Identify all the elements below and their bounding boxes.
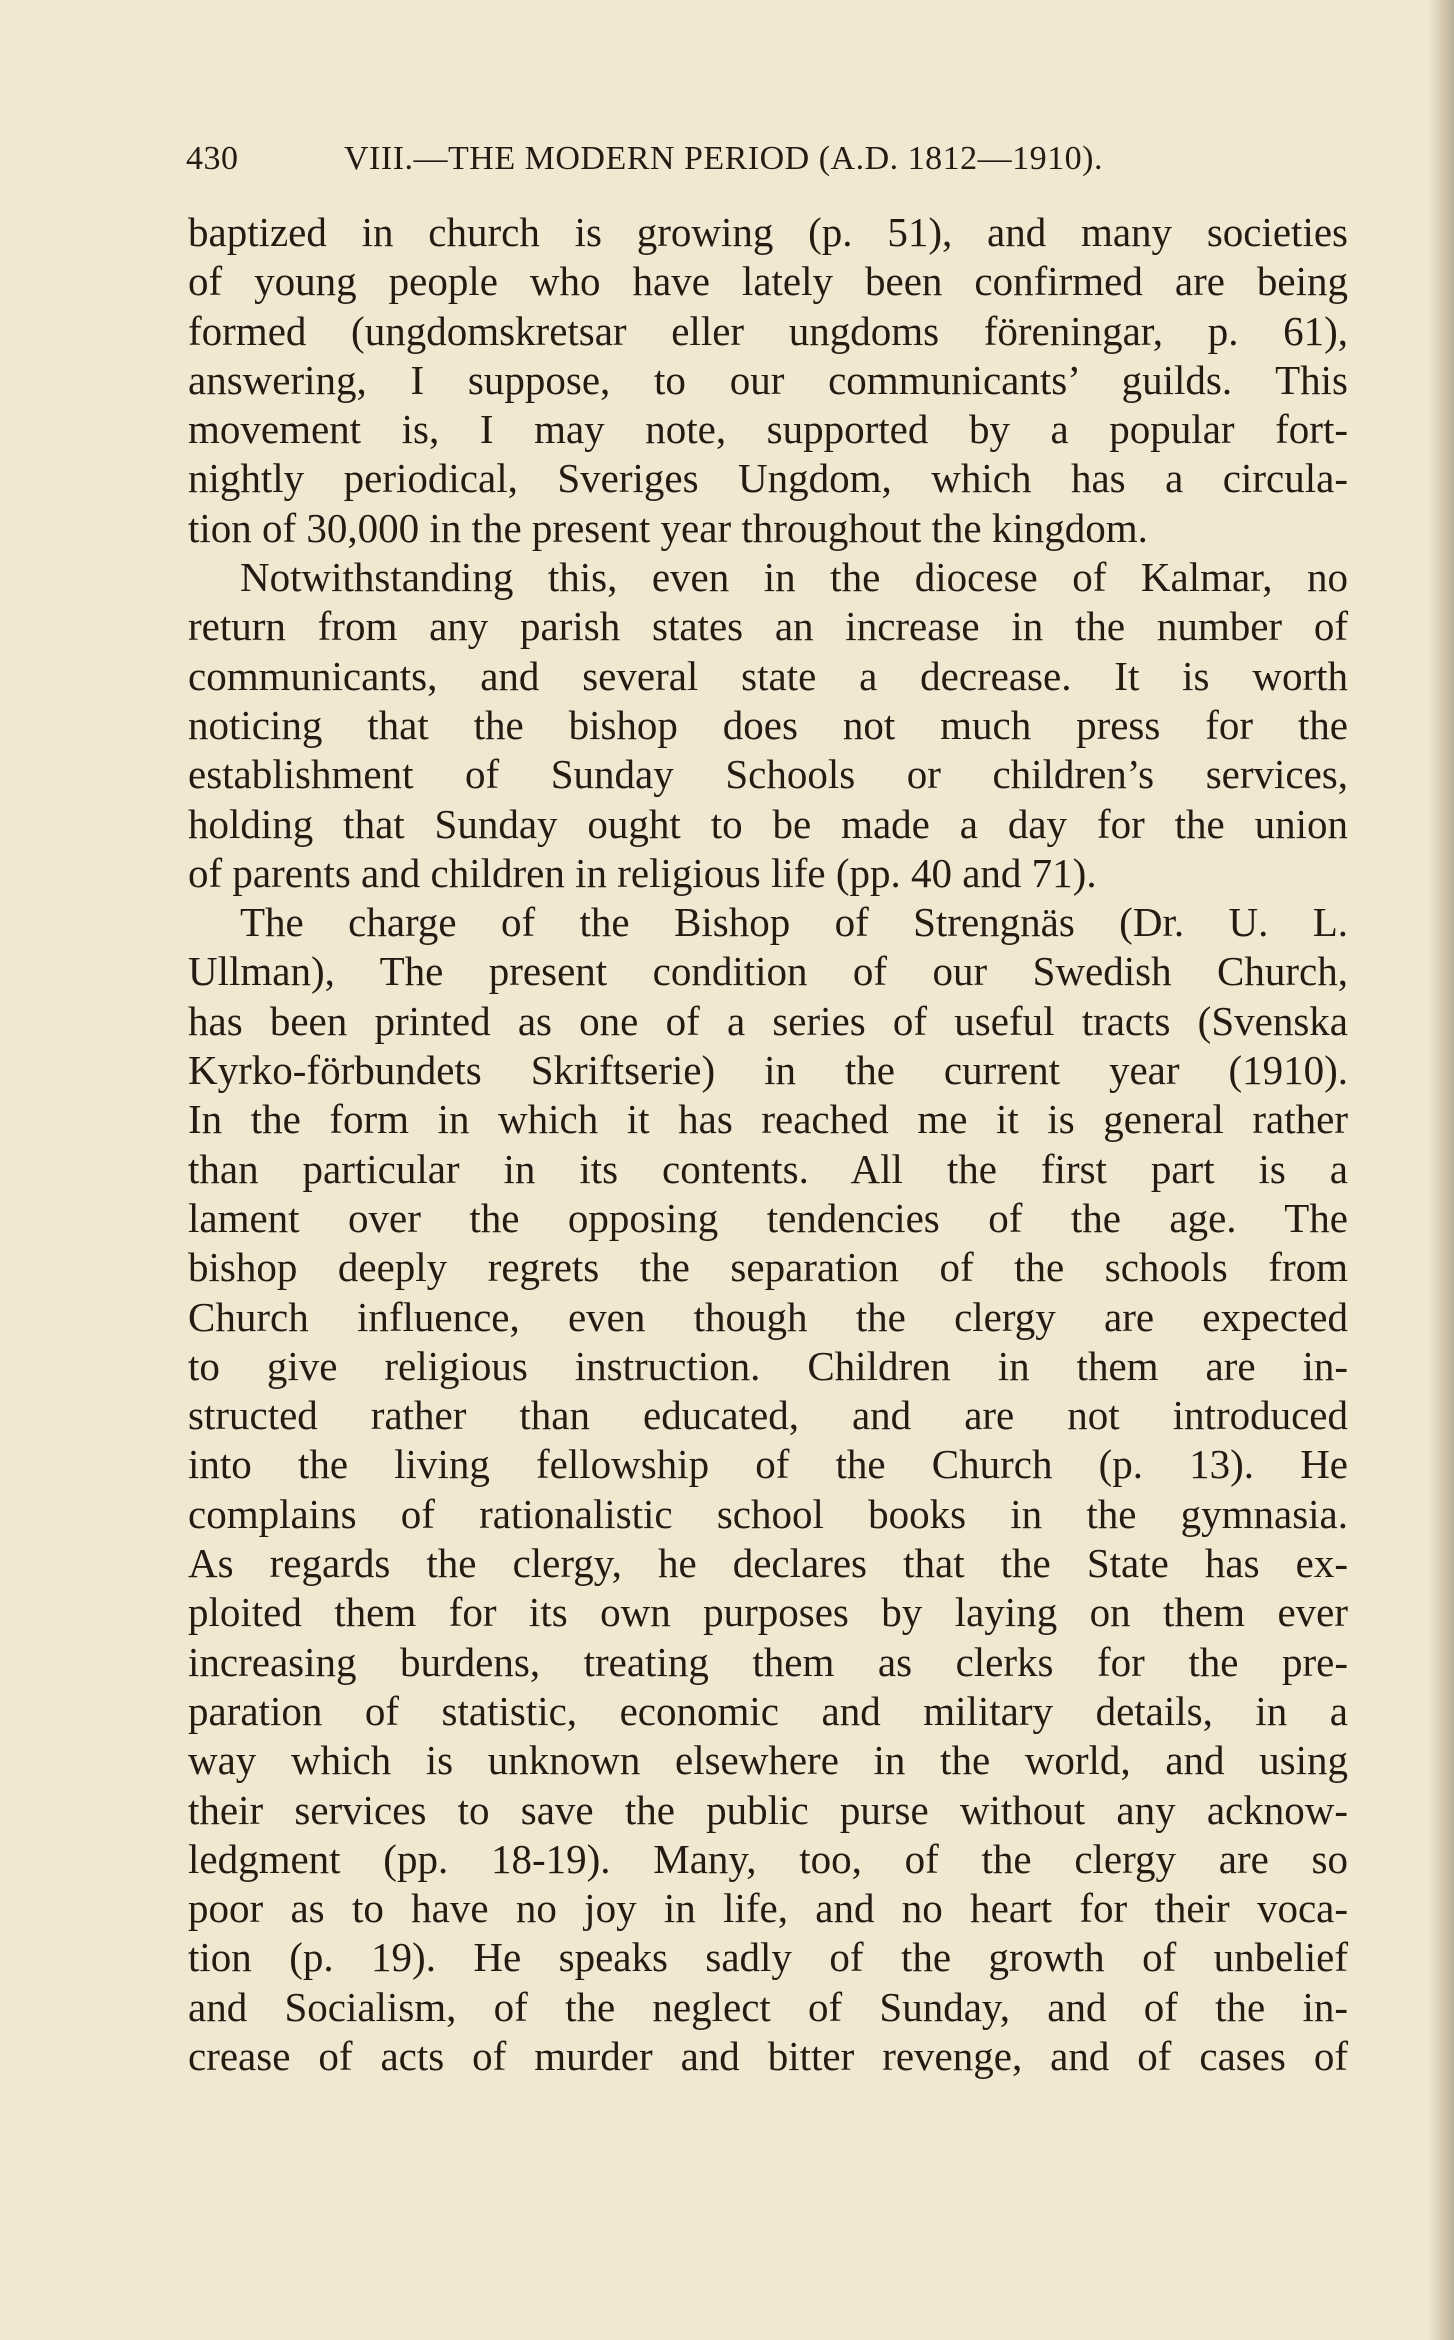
text-line: movement is, I may note, supported by a popular fort- (188, 406, 1348, 453)
text-line: structed rather than educated, and are not introduced (188, 1392, 1348, 1439)
text-line: baptized in church is growing (p. 51), and many societies (188, 209, 1348, 255)
text-line: and Socialism, of the neglect of Sunday, and of the in- (188, 1983, 1348, 2030)
text-line: return from any parish states an increase in the number of (188, 603, 1348, 650)
text-line: establishment of Sunday Schools or children’s services, (188, 751, 1348, 798)
text-line: increasing burdens, treating them as clerks for the pre- (188, 1638, 1348, 1685)
text-line: tion of 30,000 in the present year throughout the kingdom. (188, 504, 1148, 551)
running-head: VIII.—THE MODERN PERIOD (A.D. 1812—1910). (344, 140, 1103, 177)
text-line: of young people who have lately been confirmed are being (188, 258, 1348, 305)
text-line: way which is unknown elsewhere in the world, and using (188, 1737, 1348, 1784)
text-line: Kyrko-förbundets Skriftserie) in the current year (1910). (188, 1047, 1348, 1094)
text-line: communicants, and several state a decrease. It is worth (188, 652, 1348, 699)
text-line: answering, I suppose, to our communicants’ guilds. This (188, 356, 1348, 403)
text-line: lament over the opposing tendencies of the age. The (188, 1194, 1348, 1241)
text-line: than particular in its contents. All the first part is a (188, 1145, 1348, 1192)
body-text (188, 208, 1348, 2081)
page-edge-shadow (1428, 0, 1454, 2340)
page-header (186, 140, 1206, 190)
text-line: nightly periodical, Sveriges Ungdom, which has a circula- (188, 455, 1348, 502)
text-line: of parents and children in religious life (pp. 40 and 71). (188, 849, 1097, 896)
text-line: In the form in which it has reached me it is general rather (188, 1096, 1348, 1143)
text-line: bishop deeply regrets the separation of the schools from (188, 1244, 1348, 1291)
text-line: Church influence, even though the clergy are expected (188, 1293, 1348, 1340)
text-line: ploited them for its own purposes by laying on them ever (188, 1589, 1348, 1636)
text-line: Notwithstanding this, even in the diocese of Kalmar, no (240, 554, 1348, 601)
text-line: tion (p. 19). He speaks sadly of the growth of unbelief (188, 1934, 1348, 1981)
text-line: has been printed as one of a series of useful tracts (Svenska (188, 997, 1348, 1044)
text-line: ledgment (pp. 18-19). Many, too, of the clergy are so (188, 1835, 1348, 1882)
text-line: into the living fellowship of the Church (p. 13). He (188, 1441, 1348, 1488)
text-line: formed (ungdomskretsar eller ungdoms föreningar, p. 61), (188, 307, 1348, 354)
text-line: Ullman), The present condition of our Swedish Church, (188, 948, 1348, 995)
text-line: As regards the clergy, he declares that the State has ex- (188, 1540, 1348, 1587)
text-line: complains of rationalistic school books in the gymnasia. (188, 1490, 1348, 1537)
text-line: their services to save the public purse without any acknow- (188, 1786, 1348, 1833)
text-line: poor as to have no joy in life, and no heart for their voca- (188, 1885, 1348, 1932)
text-line: paration of statistic, economic and military details, in a (188, 1687, 1348, 1734)
page-number: 430 (186, 140, 239, 177)
text-line: The charge of the Bishop of Strengnäs (Dr. U. L. (240, 899, 1348, 946)
text-line: holding that Sunday ought to be made a day for the union (188, 800, 1348, 847)
text-line: crease of acts of murder and bitter revenge, and of cases of (188, 2032, 1348, 2079)
text-line: noticing that the bishop does not much press for the (188, 701, 1348, 748)
text-line: to give religious instruction. Children in them are in- (188, 1342, 1348, 1389)
